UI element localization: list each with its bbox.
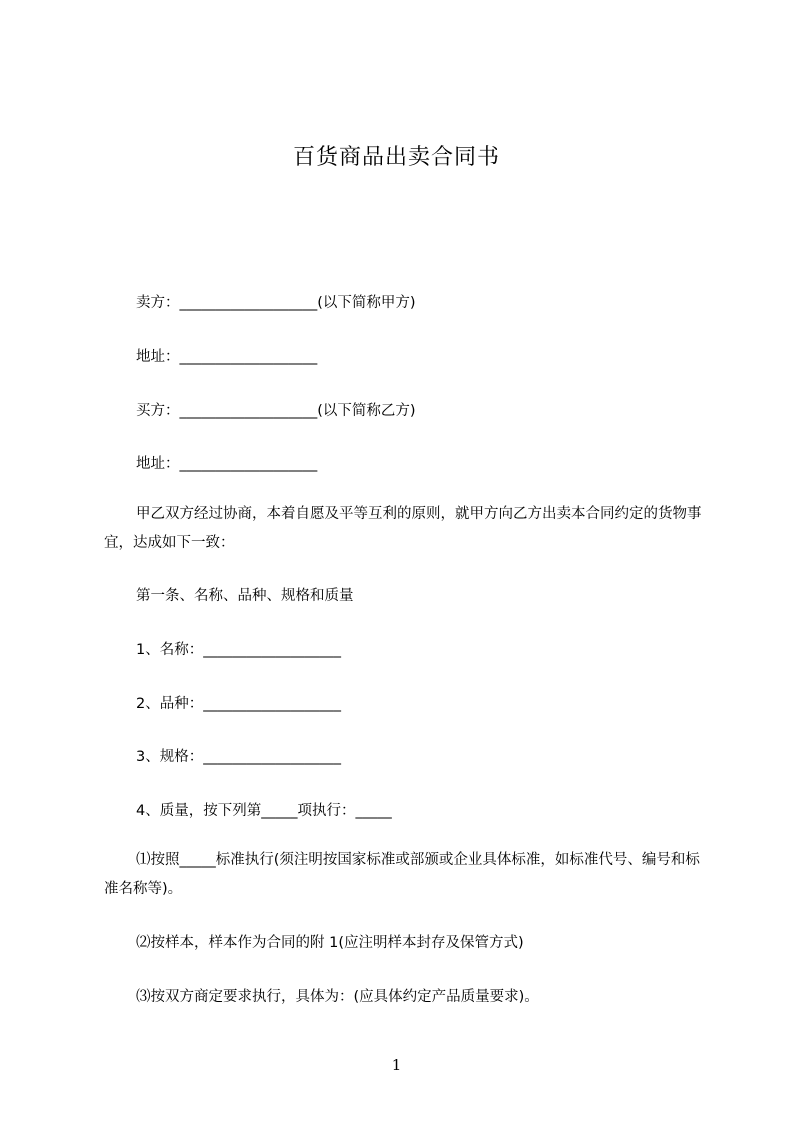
- page-number: 1: [391, 1056, 402, 1074]
- quality-option-2: ⑵按样本，样本作为合同的附 1(应注明样本封存及保管方式): [136, 935, 524, 951]
- document-title: 百货商品出卖合同书: [292, 145, 500, 170]
- item-name: 1、名称：___________________: [136, 642, 341, 658]
- article1-heading: 第一条、名称、品种、规格和质量: [136, 588, 354, 604]
- item-variety: 2、品种：___________________: [136, 696, 341, 712]
- quality-option-1: ⑴按照_____标准执行(须注明按国家标准或部颁或企业具体标准，如标准代号、编号和标准名称等)。: [104, 852, 700, 897]
- intro-paragraph: 甲乙双方经过协商，本着自愿及平等互利的原则，就甲方向乙方出卖本合同约定的货物事宜，达成如下一致：: [104, 506, 702, 551]
- item-quality: 4、质量，按下列第_____项执行：_____: [136, 803, 392, 819]
- quality-option-3: ⑶按双方商定要求执行，具体为：(应具体约定产品质量要求)。: [136, 989, 539, 1005]
- buyer-line: 买方：___________________(以下简称乙方): [136, 403, 416, 419]
- seller-address: 地址：___________________: [136, 349, 318, 365]
- item-spec: 3、规格：___________________: [136, 749, 341, 765]
- seller-line: 卖方：___________________(以下简称甲方): [136, 295, 416, 311]
- buyer-address: 地址：___________________: [136, 456, 318, 472]
